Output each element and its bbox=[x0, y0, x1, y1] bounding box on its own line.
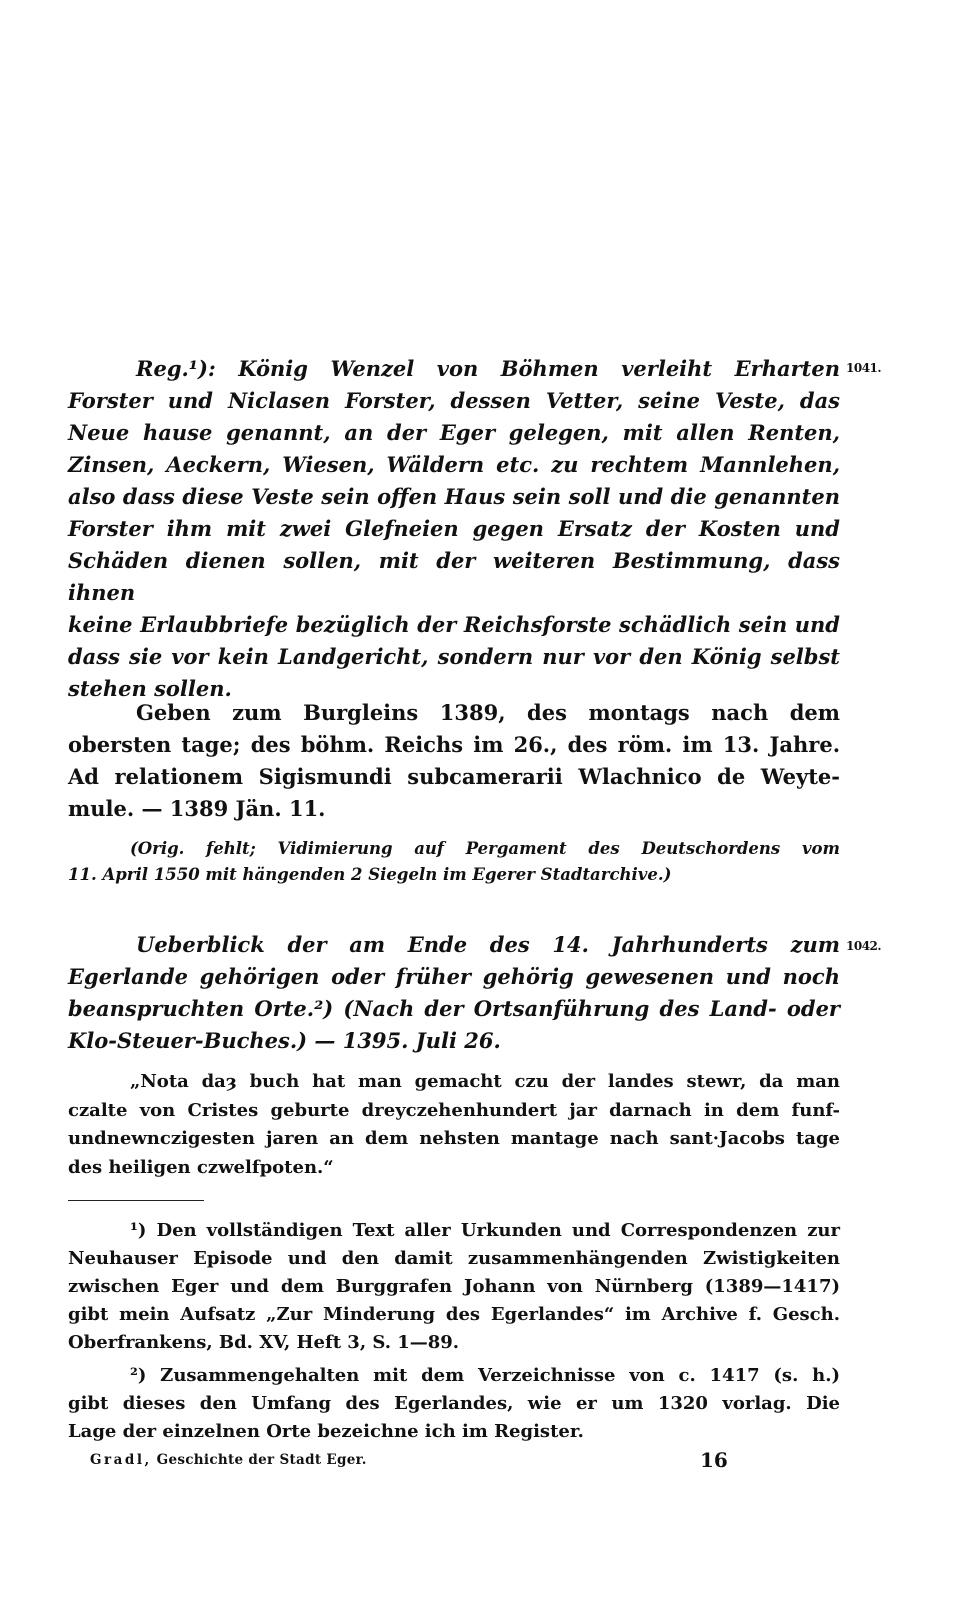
dating-1041-line-2: obersten tage; des böhm. Reichs im 26., des röm. im 13. Jahre. bbox=[68, 732, 840, 757]
source-note-1041 bbox=[68, 836, 840, 888]
quote-1042-line-2: czalte von Cristes geburte dreyczehenhundert jar darnach in dem funf- bbox=[68, 1099, 840, 1121]
margin-number-1041: 1041. bbox=[846, 361, 882, 375]
regest-1041-line-7: Schäden dienen sollen, mit der weiteren Bestimmung, dass ihnen bbox=[68, 548, 840, 605]
regest-1041-line-8: keine Erlaubbriefe bezüglich der Reichsforste schädlich sein und bbox=[68, 612, 840, 637]
footer-title: Geschichte der Stadt Eger. bbox=[156, 1452, 367, 1468]
footnote-1-line-1: ¹) Den vollständigen Text aller Urkunden und Correspondenzen zur bbox=[130, 1220, 840, 1241]
footnote-separator bbox=[68, 1200, 204, 1201]
regest-1041-line-9: dass sie vor kein Landgericht, sondern nur vor den König selbst bbox=[68, 644, 840, 669]
footnote-2-line-1: ²) Zusammengehalten mit dem Verzeichnisse von c. 1417 (s. h.) bbox=[130, 1365, 840, 1386]
regest-1042-line-3: beanspruchten Orte.²) (Nach der Ortsanführung des Land- oder bbox=[68, 996, 840, 1021]
regest-1041-line-1: Reg.¹): König Wenzel von Böhmen verleiht Erharten bbox=[136, 356, 840, 381]
footnote-1 bbox=[68, 1217, 840, 1357]
dating-1041-line-1: Geben zum Burgleins 1389, des montags nach dem bbox=[136, 700, 840, 725]
regest-1041-line-4: Zinsen, Aeckern, Wiesen, Wäldern etc. zu rechtem Mannlehen, bbox=[68, 452, 840, 477]
quote-1042-line-4: des heiligen czwelfpoten.“ bbox=[68, 1156, 334, 1178]
footnote-1-line-3: zwischen Eger und dem Burggrafen Johann von Nürnberg (1389—1417) bbox=[68, 1276, 840, 1297]
quote-1042-line-1: „Nota daȝ buch hat man gemacht czu der landes stewr, da man bbox=[130, 1071, 840, 1092]
footnote-1-line-2: Neuhauser Episode und den damit zusammenhängenden Zwistigkeiten bbox=[68, 1248, 840, 1269]
regest-1042-line-1: Ueberblick der am Ende des 14. Jahrhunderts zum bbox=[136, 932, 840, 957]
quote-1042 bbox=[68, 1068, 840, 1182]
regest-1041-line-2: Forster und Niclasen Forster, dessen Vetter, seine Veste, das bbox=[68, 388, 840, 413]
regest-1041-line-6: Forster ihm mit zwei Glefneien gegen Ersatz der Kosten und bbox=[68, 516, 840, 541]
margin-number-1042: 1042. bbox=[846, 939, 882, 953]
regest-1042 bbox=[68, 929, 840, 1057]
regest-1041-line-3: Neue hause genannt, an der Eger gelegen, mit allen Renten, bbox=[68, 420, 840, 445]
dating-1041-line-3: Ad relationem Sigismundi subcamerarii Wlachnico de Weyte- bbox=[68, 764, 840, 789]
dating-1041 bbox=[68, 697, 840, 825]
dating-1041-line-4: mule. — 1389 Jän. 11. bbox=[68, 796, 326, 821]
regest-1042-line-2: Egerlande gehörigen oder früher gehörig gewesenen und noch bbox=[68, 964, 840, 989]
footnote-2 bbox=[68, 1362, 840, 1446]
footer-author: Gradl, bbox=[90, 1452, 152, 1468]
regest-1041-line-5: also dass diese Veste sein offen Haus sein soll und die genannten bbox=[68, 484, 840, 509]
quote-1042-line-3: undnewnczigesten jaren an dem nehsten mantage nach sant·Jacobs tage bbox=[68, 1128, 840, 1149]
source-note-1041-line-2: 11. April 1550 mit hängenden 2 Siegeln im Egerer Stadtarchive.) bbox=[68, 865, 672, 884]
regest-1041 bbox=[68, 353, 840, 705]
source-note-1041-line-1: (Orig. fehlt; Vidimierung auf Pergament des Deutschordens vom bbox=[130, 839, 840, 858]
regest-1042-line-4: Klo-Steuer-Buches.) — 1395. Juli 26. bbox=[68, 1028, 501, 1053]
footnote-1-line-5: Oberfrankens, Bd. XV, Heft 3, S. 1—89. bbox=[68, 1332, 460, 1353]
page-number: 16 bbox=[700, 1448, 728, 1472]
regest-1041-line-10: stehen sollen. bbox=[68, 676, 232, 701]
footnote-2-line-2: gibt dieses den Umfang des Egerlandes, wie er um 1320 vorlag. Die bbox=[68, 1393, 840, 1414]
footnote-2-line-3: Lage der einzelnen Orte bezeichne ich im Register. bbox=[68, 1421, 584, 1442]
running-footer bbox=[90, 1452, 367, 1468]
footnote-1-line-4: gibt mein Aufsatz „Zur Minderung des Egerlandes“ im Archive f. Gesch. bbox=[68, 1304, 840, 1325]
